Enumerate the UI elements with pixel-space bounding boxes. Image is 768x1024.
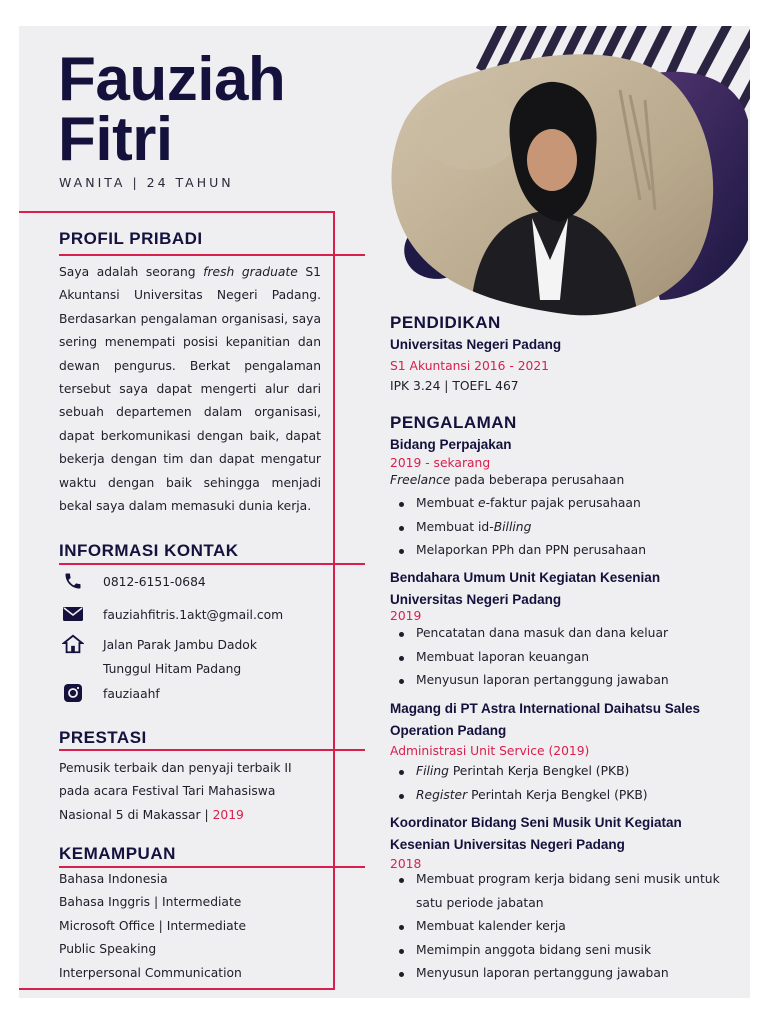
list-item: Membuat program kerja bidang seni musik untuk satu periode jabatan <box>390 868 730 915</box>
profile-divider <box>59 254 365 256</box>
education-title: PENDIDIKAN <box>390 313 501 332</box>
instagram-handle: fauziaahf <box>103 687 160 701</box>
achievement-divider <box>59 749 365 751</box>
list-item: Membuat laporan keuangan <box>390 646 730 670</box>
experience-title: PENGALAMAN <box>390 413 517 432</box>
mail-icon <box>59 603 87 625</box>
skill-item: Interpersonal Communication <box>59 965 242 980</box>
education-scores: IPK 3.24 | TOEFL 467 <box>390 379 519 393</box>
contact-email <box>59 603 283 627</box>
achievement-year: 2019 <box>212 807 244 822</box>
job-period: 2019 - sekarang <box>390 456 491 470</box>
job-period: Administrasi Unit Service (2019) <box>390 744 590 758</box>
email-address: fauziahfitris.1akt@gmail.com <box>103 608 284 622</box>
job-title: Bidang Perpajakan <box>390 437 512 452</box>
job-note: Freelance pada beberapa perusahaan <box>390 473 625 487</box>
list-item: Membuat id-Billing <box>390 516 730 540</box>
list-item: Melaporkan PPh dan PPN perusahaan <box>390 539 730 563</box>
job-title: Bendahara Umum Unit Kegiatan Kesenian Universitas Negeri Padang <box>390 570 661 607</box>
phone-number: 0812-6151-0684 <box>103 575 206 589</box>
list-item: Pencatatan dana masuk dan dana keluar <box>390 622 730 646</box>
achievement-text: Pemusik terbaik dan penyaji terbaik II pada acara Festival Tari Mahasiswa Nasional 5 di Makassar | 2019 <box>59 761 292 822</box>
list-item: Menyusun laporan pertanggung jawaban <box>390 962 730 986</box>
contact-divider <box>59 563 365 565</box>
phone-icon <box>59 570 87 592</box>
skills-list <box>59 868 246 985</box>
list-item: Menyusun laporan pertanggung jawaban <box>390 669 730 693</box>
skill-item: Bahasa Indonesia <box>59 872 168 886</box>
contact-phone <box>59 570 206 594</box>
list-item: Memimpin anggota bidang seni musik <box>390 939 730 963</box>
contact-instagram <box>59 682 160 706</box>
skill-item: Microsoft Office | Intermediate <box>59 918 247 933</box>
job-bullets <box>390 492 730 563</box>
skills-title: KEMAMPUAN <box>59 844 176 863</box>
job-period: 2018 <box>390 857 422 871</box>
first-name: Fauziah <box>58 45 286 114</box>
contact-title: INFORMASI KONTAK <box>59 541 239 560</box>
candidate-subtitle: WANITA | 24 TAHUN <box>59 175 234 190</box>
skill-item: Bahasa Inggris | Intermediate <box>59 895 242 910</box>
job-title: Magang di PT Astra International Daihatsu Sales Operation Padang <box>390 701 701 738</box>
address-text: Jalan Parak Jambu Dadok Tunggul Hitam Padang <box>103 638 257 676</box>
list-item: Membuat kalender kerja <box>390 915 730 939</box>
profile-title: PROFIL PRIBADI <box>59 229 203 248</box>
candidate-name <box>58 45 286 174</box>
profile-text: Saya adalah seorang fresh graduate S1 Akuntansi Universitas Negeri Padang. Berdasarkan pengalaman organisasi, saya sering menempati posisi kepanitian dan dewan pengurus. Berkat pengalaman tersebut saya dapat mengerti alur dari sebuah departemen dalam organisasi, dapat berkomunikasi dengan baik, dapat bekerja dengan tim dan dapat mengatur waktu dengan baik sehingga menjadi bekal saya dalam memasuki dunia kerja. <box>59 265 321 514</box>
achievement-title: PRESTASI <box>59 728 147 747</box>
skill-item: Public Speaking <box>59 942 157 957</box>
home-icon <box>59 633 87 655</box>
last-name: Fitri <box>58 105 173 174</box>
job-title: Koordinator Bidang Seni Musik Unit Kegiatan Kesenian Universitas Negeri Padang <box>390 815 682 852</box>
contact-address <box>59 633 257 681</box>
education-program: S1 Akuntansi 2016 - 2021 <box>390 359 550 373</box>
job-bullets <box>390 622 730 693</box>
job-period: 2019 <box>390 609 422 623</box>
list-item: Register Perintah Kerja Bengkel (PKB) <box>390 784 730 808</box>
instagram-icon <box>59 682 87 704</box>
job-bullets <box>390 760 730 807</box>
list-item: Filing Perintah Kerja Bengkel (PKB) <box>390 760 730 784</box>
list-item: Membuat e-faktur pajak perusahaan <box>390 492 730 516</box>
education-school: Universitas Negeri Padang <box>390 337 562 352</box>
job-bullets <box>390 868 730 986</box>
